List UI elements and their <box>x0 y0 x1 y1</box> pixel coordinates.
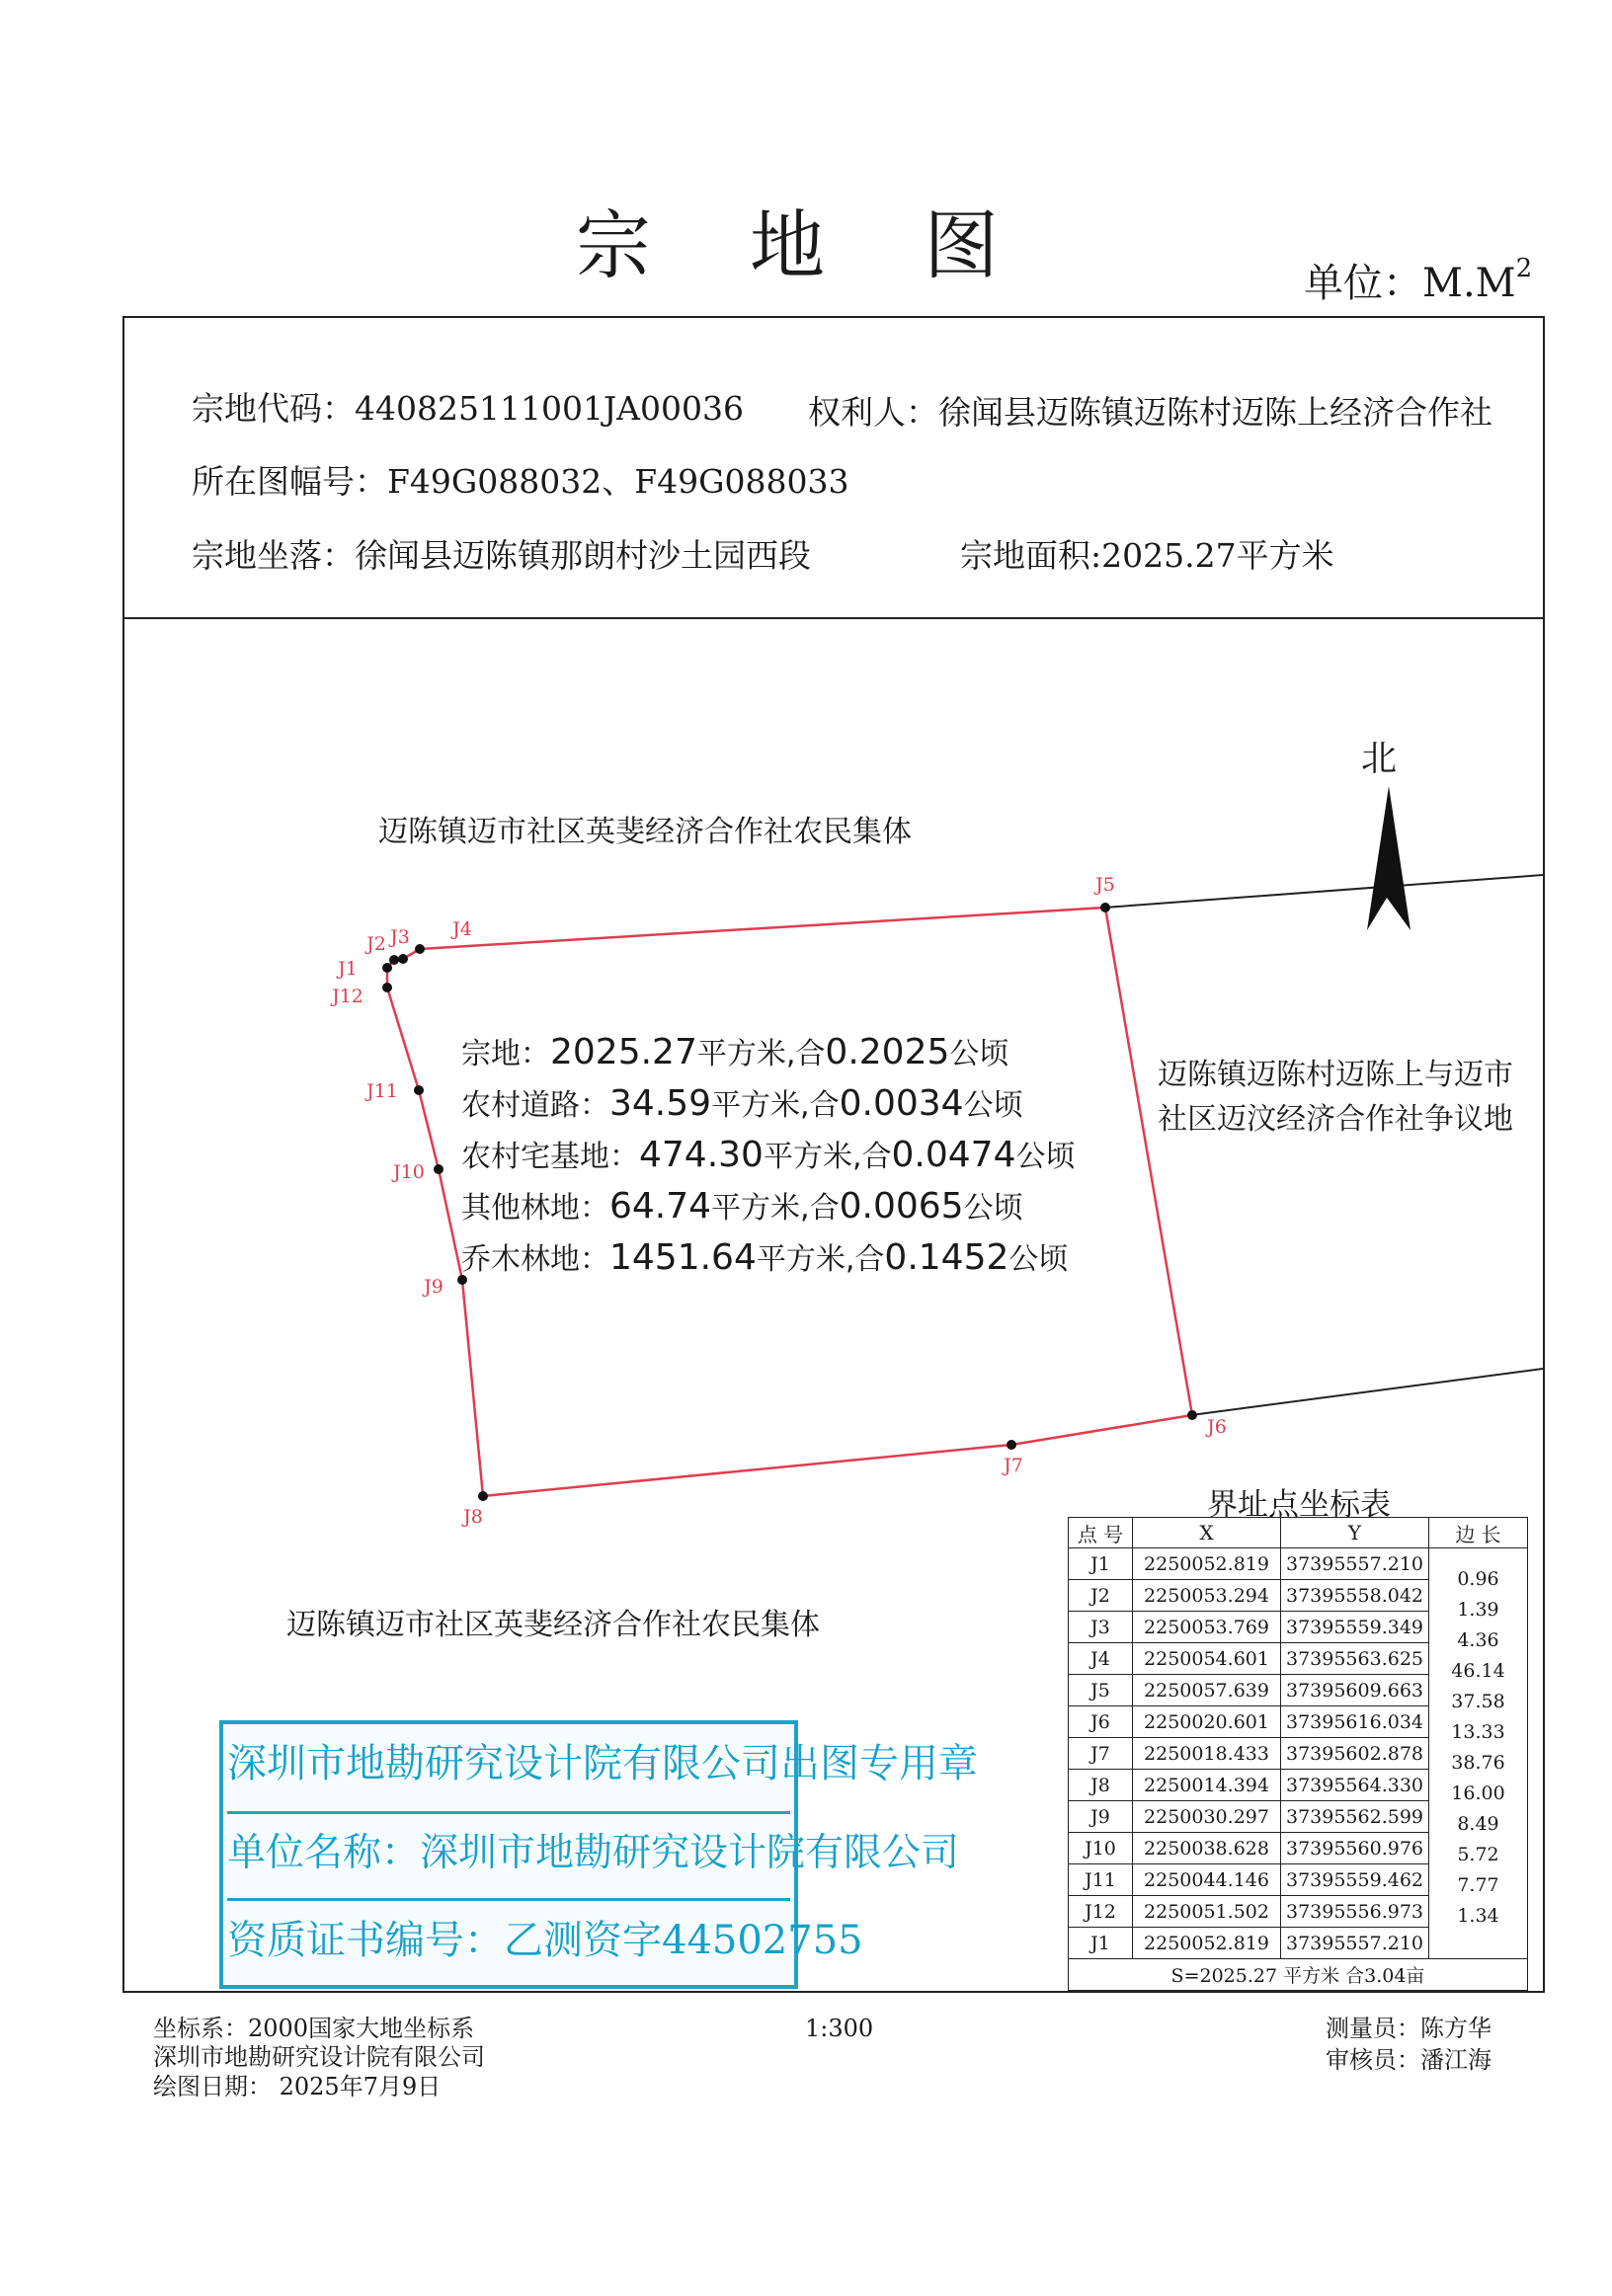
x-coord: 2250054.601 <box>1133 1643 1281 1675</box>
point-id: J8 <box>1069 1770 1133 1801</box>
edge-length-column <box>1429 1548 1528 1959</box>
neighbor-right-line1: 迈陈镇迈陈村迈陈上与迈市 <box>1158 1058 1513 1092</box>
point-id: J3 <box>1069 1612 1133 1643</box>
point-label-j6: J6 <box>1207 1416 1227 1438</box>
boundary-point-j2 <box>389 955 399 965</box>
area-line <box>461 1132 1075 1175</box>
point-label-j3: J3 <box>390 926 410 948</box>
point-id: J9 <box>1069 1801 1133 1833</box>
boundary-point-j12 <box>382 983 392 992</box>
point-id: J1 <box>1069 1928 1133 1959</box>
y-coord: 37395609.663 <box>1281 1675 1429 1706</box>
boundary-point-j4 <box>415 944 425 954</box>
stamp-line2: 单位名称：深圳市地勘研究设计院有限公司 <box>227 1811 790 1893</box>
x-coord: 2250018.433 <box>1133 1738 1281 1770</box>
area-line-value: 64.74 <box>609 1186 712 1227</box>
y-coord: 37395557.210 <box>1281 1928 1429 1959</box>
y-coord: 37395559.462 <box>1281 1864 1429 1896</box>
edge-length: 38.76 <box>1451 1752 1505 1774</box>
area-line-tail: 公顷 <box>1008 1242 1069 1277</box>
y-coord: 37395560.976 <box>1281 1833 1429 1864</box>
coord-header: 边 长 <box>1429 1518 1528 1548</box>
area-line-label: 其他林地： <box>461 1191 609 1226</box>
y-coord: 37395616.034 <box>1281 1706 1429 1738</box>
boundary-point-j10 <box>434 1164 443 1174</box>
y-coord: 37395562.599 <box>1281 1801 1429 1833</box>
area-line-mid: 平方米,合 <box>756 1242 885 1277</box>
x-coord: 2250020.601 <box>1133 1706 1281 1738</box>
edge-length: 46.14 <box>1451 1660 1505 1682</box>
area-line <box>461 1234 1068 1278</box>
area-line-mid: 平方米,合 <box>711 1191 840 1226</box>
point-label-j11: J11 <box>366 1080 398 1102</box>
map-scale: 1:300 <box>805 2015 874 2042</box>
x-coord: 2250030.297 <box>1133 1801 1281 1833</box>
area-line-value2: 0.0065 <box>839 1186 964 1227</box>
point-id: J5 <box>1069 1675 1133 1706</box>
point-label-j2: J2 <box>366 933 386 955</box>
y-coord: 37395557.210 <box>1281 1548 1429 1580</box>
north-arrow-icon <box>1367 786 1410 930</box>
point-label-j1: J1 <box>338 958 358 980</box>
point-id: J11 <box>1069 1864 1133 1896</box>
parcel-area: 宗地面积:2025.27平方米 <box>960 536 1334 575</box>
area-line-label: 农村宅基地： <box>461 1140 639 1174</box>
neighbor-top: 迈陈镇迈市社区英斐经济合作社农民集体 <box>378 815 912 849</box>
neighbor-bottom: 迈陈镇迈市社区英斐经济合作社农民集体 <box>286 1608 820 1642</box>
point-label-j10: J10 <box>393 1161 425 1183</box>
reviewer: 审核员：潘江海 <box>1326 2046 1491 2074</box>
area-line-tail: 公顷 <box>949 1037 1009 1071</box>
y-coord: 37395564.330 <box>1281 1770 1429 1801</box>
point-id: J1 <box>1069 1548 1133 1580</box>
edge-length: 8.49 <box>1457 1813 1499 1835</box>
area-line-value2: 0.0034 <box>839 1083 964 1124</box>
point-id: J4 <box>1069 1643 1133 1675</box>
area-line-value2: 0.1452 <box>884 1237 1009 1278</box>
area-line <box>461 1029 1008 1072</box>
edge-length: 1.34 <box>1457 1905 1499 1927</box>
area-summary: S=2025.27 平方米 合3.04亩 <box>1069 1959 1528 1991</box>
edge-length: 4.36 <box>1457 1629 1499 1651</box>
point-id: J10 <box>1069 1833 1133 1864</box>
coord-header: 点 号 <box>1069 1518 1133 1548</box>
x-coord: 2250053.294 <box>1133 1580 1281 1612</box>
x-coord: 2250053.769 <box>1133 1612 1281 1643</box>
area-line-mid: 平方米,合 <box>696 1037 826 1071</box>
point-id: J6 <box>1069 1706 1133 1738</box>
boundary-point-j8 <box>478 1491 488 1501</box>
edge-length: 7.77 <box>1457 1874 1499 1896</box>
unit-label <box>1304 252 1532 308</box>
x-coord: 2250057.639 <box>1133 1675 1281 1706</box>
edge-length: 16.00 <box>1451 1782 1505 1804</box>
parcel-code: 宗地代码：440825111001JA00036 <box>192 389 744 428</box>
owner: 权利人：徐闻县迈陈镇迈陈村迈陈上经济合作社 <box>808 393 1492 432</box>
boundary-point-j3 <box>398 954 408 964</box>
map-sheet: 所在图幅号：F49G088032、F49G088033 <box>192 462 849 501</box>
area-line-label: 宗地： <box>461 1037 550 1071</box>
area-line-mid: 平方米,合 <box>763 1140 892 1174</box>
edge-length: 0.96 <box>1457 1568 1499 1590</box>
area-line-value2: 0.2025 <box>825 1032 950 1072</box>
company-stamp <box>219 1720 978 1989</box>
y-coord: 37395563.625 <box>1281 1643 1429 1675</box>
y-coord: 37395559.349 <box>1281 1612 1429 1643</box>
north-label: 北 <box>1361 739 1398 779</box>
point-label-j7: J7 <box>1004 1455 1023 1476</box>
area-line-value: 2025.27 <box>550 1032 697 1072</box>
boundary-point-j5 <box>1100 903 1110 912</box>
boundary-point-j7 <box>1007 1440 1016 1450</box>
point-label-j9: J9 <box>424 1276 443 1298</box>
coord-header: X <box>1133 1518 1281 1548</box>
point-label-j4: J4 <box>452 918 472 940</box>
y-coord: 37395602.878 <box>1281 1738 1429 1770</box>
area-line <box>461 1183 1023 1227</box>
coord-table-title: 界址点坐标表 <box>1207 1487 1391 1523</box>
neighbor-boundary-south <box>1191 1369 1543 1415</box>
edge-length: 1.39 <box>1457 1599 1499 1621</box>
surveyor: 测量员：陈方华 <box>1326 2015 1491 2042</box>
boundary-point-j1 <box>382 963 392 973</box>
point-label-j5: J5 <box>1095 874 1115 896</box>
x-coord: 2250044.146 <box>1133 1864 1281 1896</box>
x-coord: 2250052.819 <box>1133 1548 1281 1580</box>
x-coord: 2250052.819 <box>1133 1928 1281 1959</box>
stamp-line1: 深圳市地勘研究设计院有限公司出图专用章 <box>227 1741 978 1786</box>
table-row <box>1069 1548 1528 1580</box>
neighbor-boundary-north <box>1104 875 1543 908</box>
area-line-value2: 0.0474 <box>891 1135 1016 1175</box>
area-line-label: 乔木林地： <box>461 1242 609 1277</box>
edge-length: 13.33 <box>1451 1721 1505 1743</box>
coordinate-system: 坐标系：2000国家大地坐标系 <box>153 2015 475 2042</box>
drawing-date: 绘图日期： 2025年7月9日 <box>153 2073 442 2100</box>
area-line-mid: 平方米,合 <box>711 1088 840 1123</box>
x-coord: 2250051.502 <box>1133 1896 1281 1928</box>
area-line-value: 474.30 <box>639 1135 764 1175</box>
coord-header: Y <box>1281 1518 1429 1548</box>
point-id: J7 <box>1069 1738 1133 1770</box>
y-coord: 37395558.042 <box>1281 1580 1429 1612</box>
unit-superscript: 2 <box>1515 253 1533 283</box>
parcel-location: 宗地坐落：徐闻县迈陈镇那朗村沙土园西段 <box>192 536 811 575</box>
y-coord: 37395556.973 <box>1281 1896 1429 1928</box>
area-line-label: 农村道路： <box>461 1088 609 1123</box>
stamp-line3: 资质证书编号：乙测资字44502755 <box>227 1898 790 1980</box>
boundary-point-j11 <box>414 1085 424 1095</box>
x-coord: 2250014.394 <box>1133 1770 1281 1801</box>
point-label-j8: J8 <box>463 1506 483 1528</box>
point-id: J2 <box>1069 1580 1133 1612</box>
area-line-tail: 公顷 <box>963 1088 1023 1123</box>
page-title: 宗 地 图 <box>575 201 1037 289</box>
unit-text: 单位：M.M <box>1304 261 1516 306</box>
edge-length: 5.72 <box>1457 1844 1499 1865</box>
point-label-j12: J12 <box>332 986 363 1007</box>
survey-company: 深圳市地勘研究设计院有限公司 <box>153 2043 485 2071</box>
neighbor-right-line2: 社区迈汶经济合作社争议地 <box>1158 1102 1513 1137</box>
area-line-value: 34.59 <box>609 1083 712 1124</box>
area-line-value: 1451.64 <box>609 1237 757 1278</box>
summary-row <box>1069 1959 1528 1991</box>
coord-table <box>1068 1517 1528 1991</box>
area-line <box>461 1080 1023 1124</box>
area-line-tail: 公顷 <box>1015 1140 1076 1174</box>
edge-length: 37.58 <box>1451 1691 1505 1712</box>
x-coord: 2250038.628 <box>1133 1833 1281 1864</box>
area-line-tail: 公顷 <box>963 1191 1023 1226</box>
point-id: J12 <box>1069 1896 1133 1928</box>
boundary-point-j6 <box>1187 1410 1197 1420</box>
